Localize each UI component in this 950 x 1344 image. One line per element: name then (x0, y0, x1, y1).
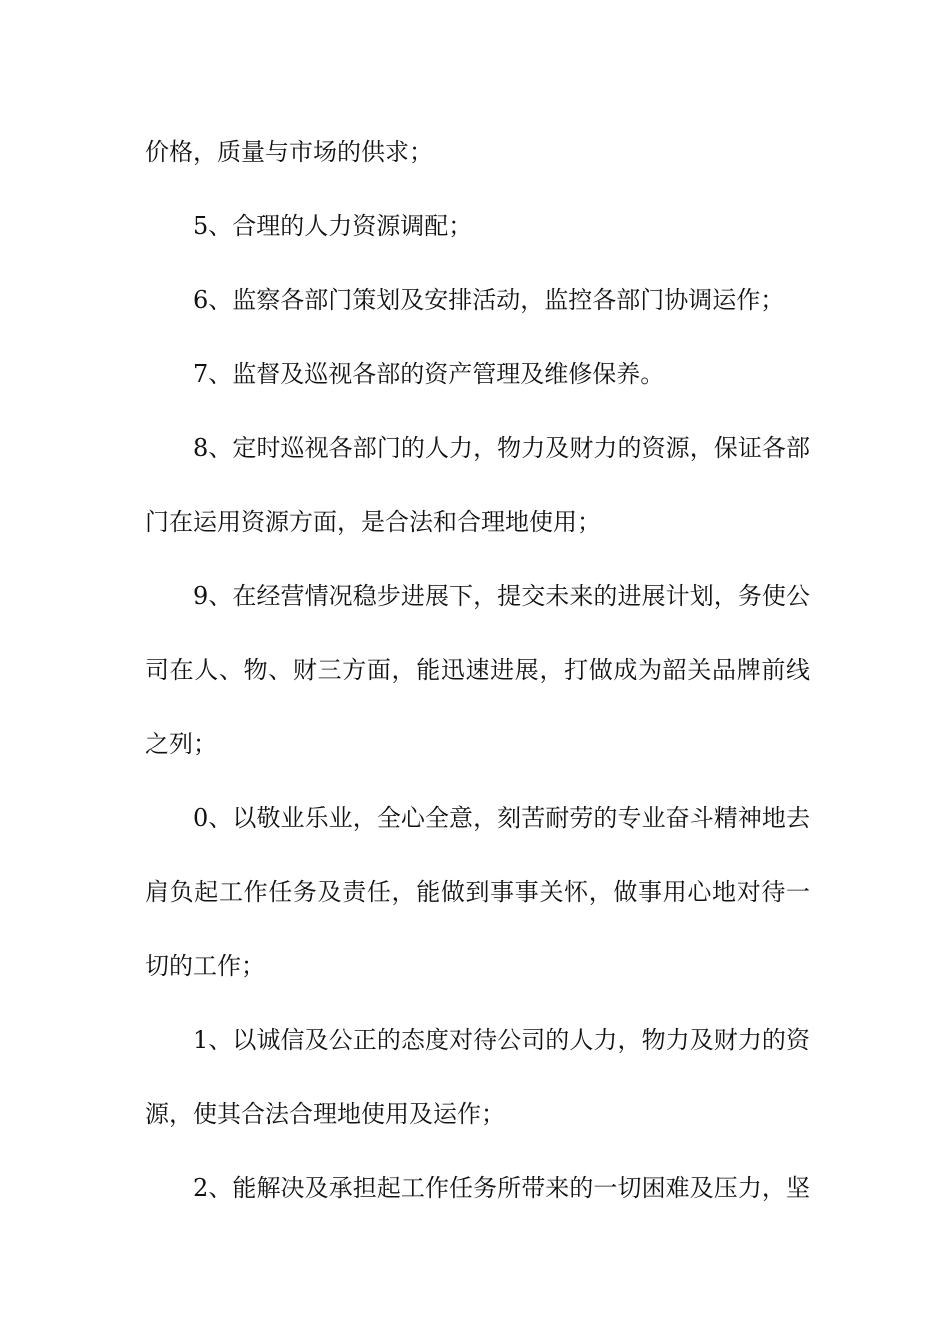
text-line: 价格，质量与市场的供求； (145, 138, 433, 166)
list-item-7: 7、监督及巡视各部的资产管理及维修保养。 (193, 360, 665, 388)
text-line: 门在运用资源方面，是合法和合理地使用； (145, 508, 601, 536)
text-line: 之列； (145, 730, 217, 758)
text-line: 源，使其合法合理地使用及运作； (145, 1100, 505, 1128)
list-item-2: 2、能解决及承担起工作任务所带来的一切困难及压力，坚 (193, 1174, 810, 1202)
list-item-8: 8、定时巡视各部门的人力，物力及财力的资源，保证各部 (193, 434, 810, 462)
list-item-9: 9、在经营情况稳步进展下，提交未来的进展计划，务使公 (193, 582, 810, 610)
list-item-5: 5、合理的人力资源调配； (193, 212, 473, 240)
list-item-0: 0、以敬业乐业，全心全意，刻苦耐劳的专业奋斗精神地去 (193, 804, 810, 832)
text-line: 切的工作； (145, 952, 265, 980)
text-line: 肩负起工作任务及责任，能做到事事关怀，做事用心地对待一 (145, 878, 810, 906)
list-item-6: 6、监察各部门策划及安排活动，监控各部门协调运作； (193, 286, 785, 314)
list-item-1: 1、以诚信及公正的态度对待公司的人力，物力及财力的资 (193, 1026, 810, 1054)
text-line: 司在人、物、财三方面，能迅速进展，打做成为韶关品牌前线 (145, 656, 810, 684)
